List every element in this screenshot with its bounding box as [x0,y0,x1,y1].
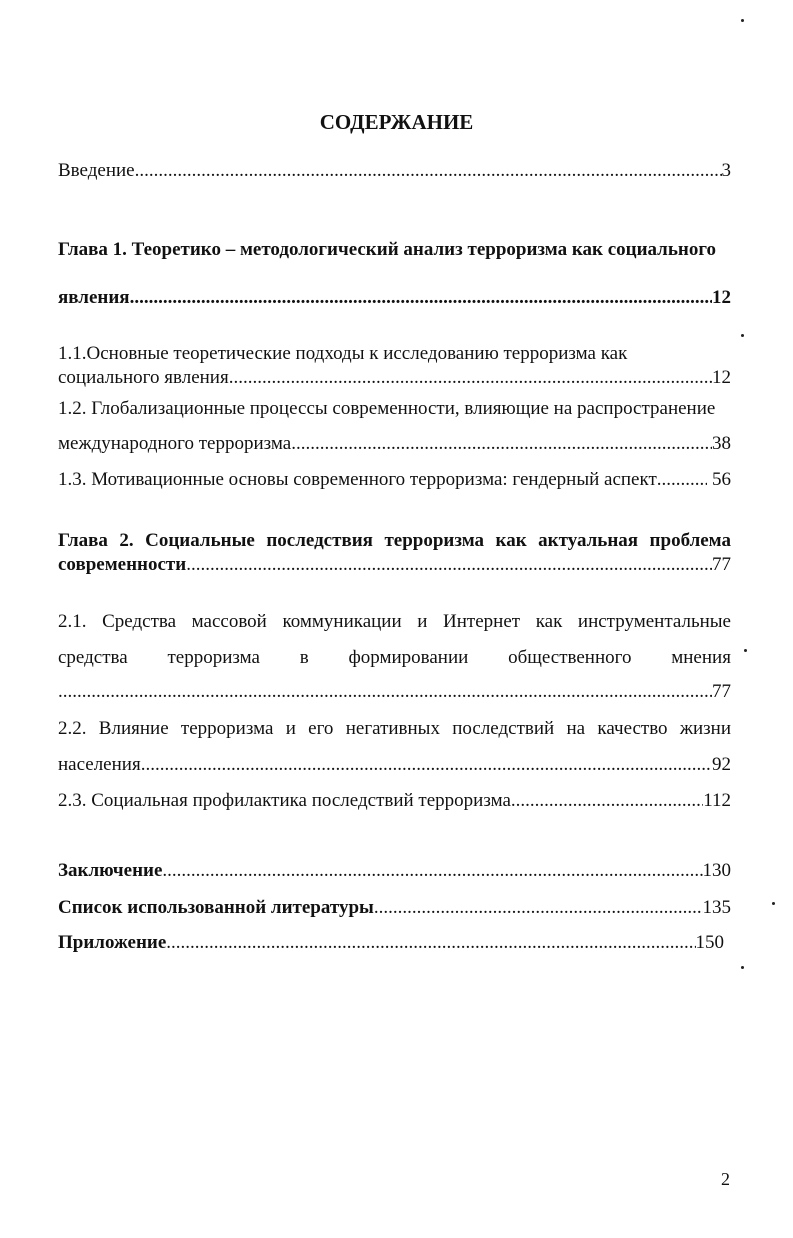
toc-page-number: 112 [703,790,731,811]
toc-entry-text: населения [58,754,141,775]
toc-entry-text: 2.3. Социальная профилактика последствий терроризма [58,790,511,811]
dot-leader [186,553,712,577]
toc-page-number: 92 [712,754,731,775]
toc-entry-section-1-2[interactable] [58,432,731,456]
scan-speck [741,19,744,22]
dot-leader [291,432,712,456]
toc-entry-intro[interactable] [58,159,731,183]
dot-leader [166,931,695,955]
toc-page-number: 3 [721,160,731,181]
toc-section-2-1-line2[interactable] [58,646,731,670]
toc-entry-text: социального явления [58,367,229,388]
toc-entry-text: Список использованной литературы [58,897,374,918]
dot-leader [130,286,712,310]
toc-word: в [299,647,309,668]
toc-page-number: 77 [712,554,731,575]
dot-leader [374,896,703,920]
scan-speck [741,966,744,969]
toc-entry-section-1-3[interactable] [58,468,731,492]
dot-leader [141,753,712,777]
scan-speck [772,902,775,905]
dot-leader [135,159,722,183]
toc-entry-section-2-2[interactable] [58,753,731,777]
toc-entry-section-2-3[interactable] [58,789,731,813]
toc-word: общественного [508,647,632,668]
toc-page-number: 56 [712,469,731,490]
toc-entry-text: Введение [58,160,135,181]
toc-page-number: 130 [702,860,731,881]
toc-entry-references[interactable] [58,896,731,920]
page-title: СОДЕРЖАНИЕ [319,110,474,134]
page-number: 2 [721,1169,730,1189]
toc-page-number: 12 [712,367,731,388]
scan-speck [741,334,744,337]
toc-entry-appendix[interactable] [58,931,724,955]
toc-page-number: 38 [712,433,731,454]
toc-entry-section-2-1[interactable] [58,680,731,704]
toc-word: мнения [671,647,731,668]
dot-leader [229,366,712,390]
toc-section-1-2-line1[interactable]: 1.2. Глобализационные процессы современности, влияющие на распространение [58,398,716,419]
toc-page-number: 77 [712,681,731,702]
toc-entry-conclusion[interactable] [58,859,731,883]
toc-page-number: 150 [695,932,724,953]
toc-word: средства [58,647,128,668]
toc-entry-chapter-1[interactable] [58,286,731,310]
dot-leader [162,859,702,883]
scan-speck [744,649,747,652]
toc-page-number: 135 [702,897,731,918]
toc-entry-text: явления [58,287,130,308]
dot-leader [511,789,703,813]
toc-word: формировании [348,647,469,668]
dot-leader [58,680,712,704]
toc-section-2-1-line1[interactable]: 2.1. Средства массовой коммуникации и Интернет как инструментальные [58,611,731,632]
toc-section-2-2-line1[interactable]: 2.2. Влияние терроризма и его негативных последствий на качество жизни [58,718,731,739]
toc-entry-chapter-2[interactable] [58,553,731,577]
dot-leader [657,468,707,492]
toc-entry-text: Приложение [58,932,167,953]
toc-entry-text: современности [58,554,187,575]
toc-entry-text: Заключение [58,860,163,881]
toc-section-1-1-line1[interactable]: 1.1.Основные теоретические подходы к исследованию терроризма как [58,343,628,364]
toc-page-number: 12 [712,287,731,308]
toc-entry-section-1-1[interactable] [58,366,731,390]
toc-entry-text: международного терроризма [58,433,292,454]
chapter-1-heading[interactable]: Глава 1. Теоретико – методологический анализ терроризма как социального [58,239,716,260]
chapter-2-heading[interactable]: Глава 2. Социальные последствия терроризма как актуальная проблема [58,530,731,551]
toc-entry-text: 1.3. Мотивационные основы современного терроризма: гендерный аспект [58,469,657,490]
toc-word: терроризма [167,647,260,668]
